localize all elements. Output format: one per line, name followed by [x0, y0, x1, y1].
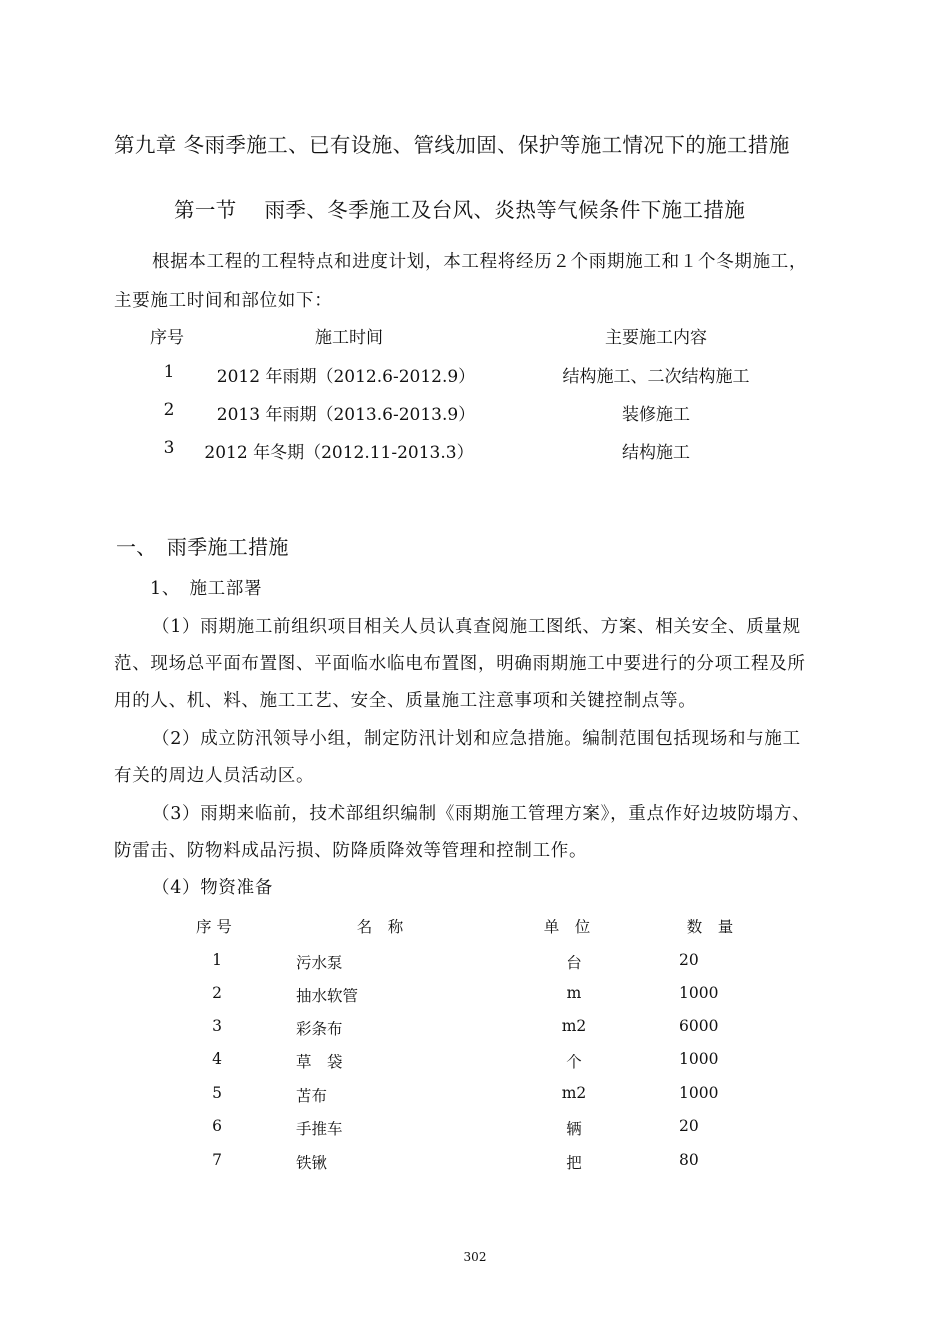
schedule-row-time: 2013 年雨期（2013.6-2013.9）	[216, 405, 476, 425]
materials-row-no: 4	[212, 1050, 222, 1068]
schedule-row-time: 2012 年雨期（2012.6-2012.9）	[216, 367, 476, 387]
section-title: 第一节 雨季、冬季施工及台风、炎热等气候条件下施工措施	[174, 198, 746, 222]
intro-line-1: 根据本工程的工程特点和进度计划，本工程将经历２个雨期施工和１个冬期施工，	[152, 252, 808, 272]
materials-header-qty: 数 量	[686, 918, 734, 936]
materials-row-name: 污水泵	[296, 954, 343, 972]
materials-row-no: 5	[212, 1084, 222, 1102]
materials-row-unit: m2	[561, 1084, 587, 1102]
materials-row-name: 手推车	[296, 1120, 343, 1138]
paragraph-line: 范、现场总平面布置图、平面临水临电布置图，明确雨期施工中要进行的分项工程及所	[114, 654, 806, 674]
materials-row-qty: 1000	[679, 984, 719, 1002]
materials-row-name: 铁锹	[296, 1154, 328, 1172]
materials-row-unit: m	[566, 984, 582, 1002]
materials-row-unit: 个	[566, 1053, 582, 1071]
materials-row-name: 草 袋	[296, 1053, 343, 1071]
materials-row-no: 1	[212, 951, 222, 969]
materials-row-no: 7	[212, 1151, 222, 1169]
materials-header-unit: 单 位	[543, 918, 591, 936]
materials-row-unit: 台	[566, 954, 582, 972]
materials-header-name: 名 称	[356, 918, 404, 936]
schedule-row-time: 2012 年冬期（2012.11-2013.3）	[204, 443, 474, 463]
paragraph-line: （3）雨期来临前，技术部组织编制《雨期施工管理方案》，重点作好边坡防塌方、	[152, 804, 811, 824]
materials-row-qty: 1000	[679, 1084, 719, 1102]
subheading-deployment: 1、 施工部署	[150, 579, 263, 599]
materials-row-unit: 把	[566, 1154, 582, 1172]
materials-header-no: 序 号	[196, 918, 232, 936]
paragraph-line: 防雷击、防物料成品污损、防降质降效等管理和控制工作。	[114, 841, 588, 861]
materials-row-name: 抽水软管	[296, 987, 359, 1005]
paragraph-line: （1）雨期施工前组织项目相关人员认真查阅施工图纸、方案、相关安全、质量规	[152, 617, 801, 637]
materials-row-qty: 1000	[679, 1050, 719, 1068]
materials-row-name: 苫布	[296, 1087, 328, 1105]
materials-row-name: 彩条布	[296, 1020, 343, 1038]
schedule-row-no: 3	[163, 438, 175, 458]
materials-row-qty: 6000	[679, 1017, 719, 1035]
materials-row-unit: m2	[561, 1017, 587, 1035]
paragraph-line: （4）物资准备	[152, 878, 274, 898]
paragraph-line: 用的人、机、料、施工工艺、安全、质量施工注意事项和关键控制点等。	[114, 691, 697, 711]
paragraph-line: （2）成立防汛领导小组，制定防汛计划和应急措施。编制范围包括现场和与施工	[152, 729, 801, 749]
schedule-header-content: 主要施工内容	[605, 328, 707, 348]
page-number: 302	[463, 1250, 487, 1264]
intro-line-2: 主要施工时间和部位如下：	[114, 291, 333, 311]
schedule-row-content: 装修施工	[622, 405, 690, 425]
materials-row-no: 6	[212, 1117, 222, 1135]
paragraph-line: 有关的周边人员活动区。	[114, 766, 315, 786]
materials-row-qty: 20	[679, 951, 699, 969]
materials-row-qty: 20	[679, 1117, 699, 1135]
schedule-header-no: 序号	[150, 328, 184, 348]
schedule-row-no: 1	[163, 362, 175, 382]
chapter-title: 第九章 冬雨季施工、已有设施、管线加固、保护等施工情况下的施工措施	[114, 133, 790, 157]
schedule-header-time: 施工时间	[315, 328, 383, 348]
materials-row-qty: 80	[679, 1151, 699, 1169]
heading-rain-season: 一、 雨季施工措施	[116, 535, 289, 559]
materials-row-no: 2	[212, 984, 222, 1002]
schedule-row-no: 2	[163, 400, 175, 420]
materials-row-unit: 辆	[566, 1120, 582, 1138]
materials-row-no: 3	[212, 1017, 222, 1035]
schedule-row-content: 结构施工	[622, 443, 690, 463]
schedule-row-content: 结构施工、二次结构施工	[562, 367, 750, 387]
